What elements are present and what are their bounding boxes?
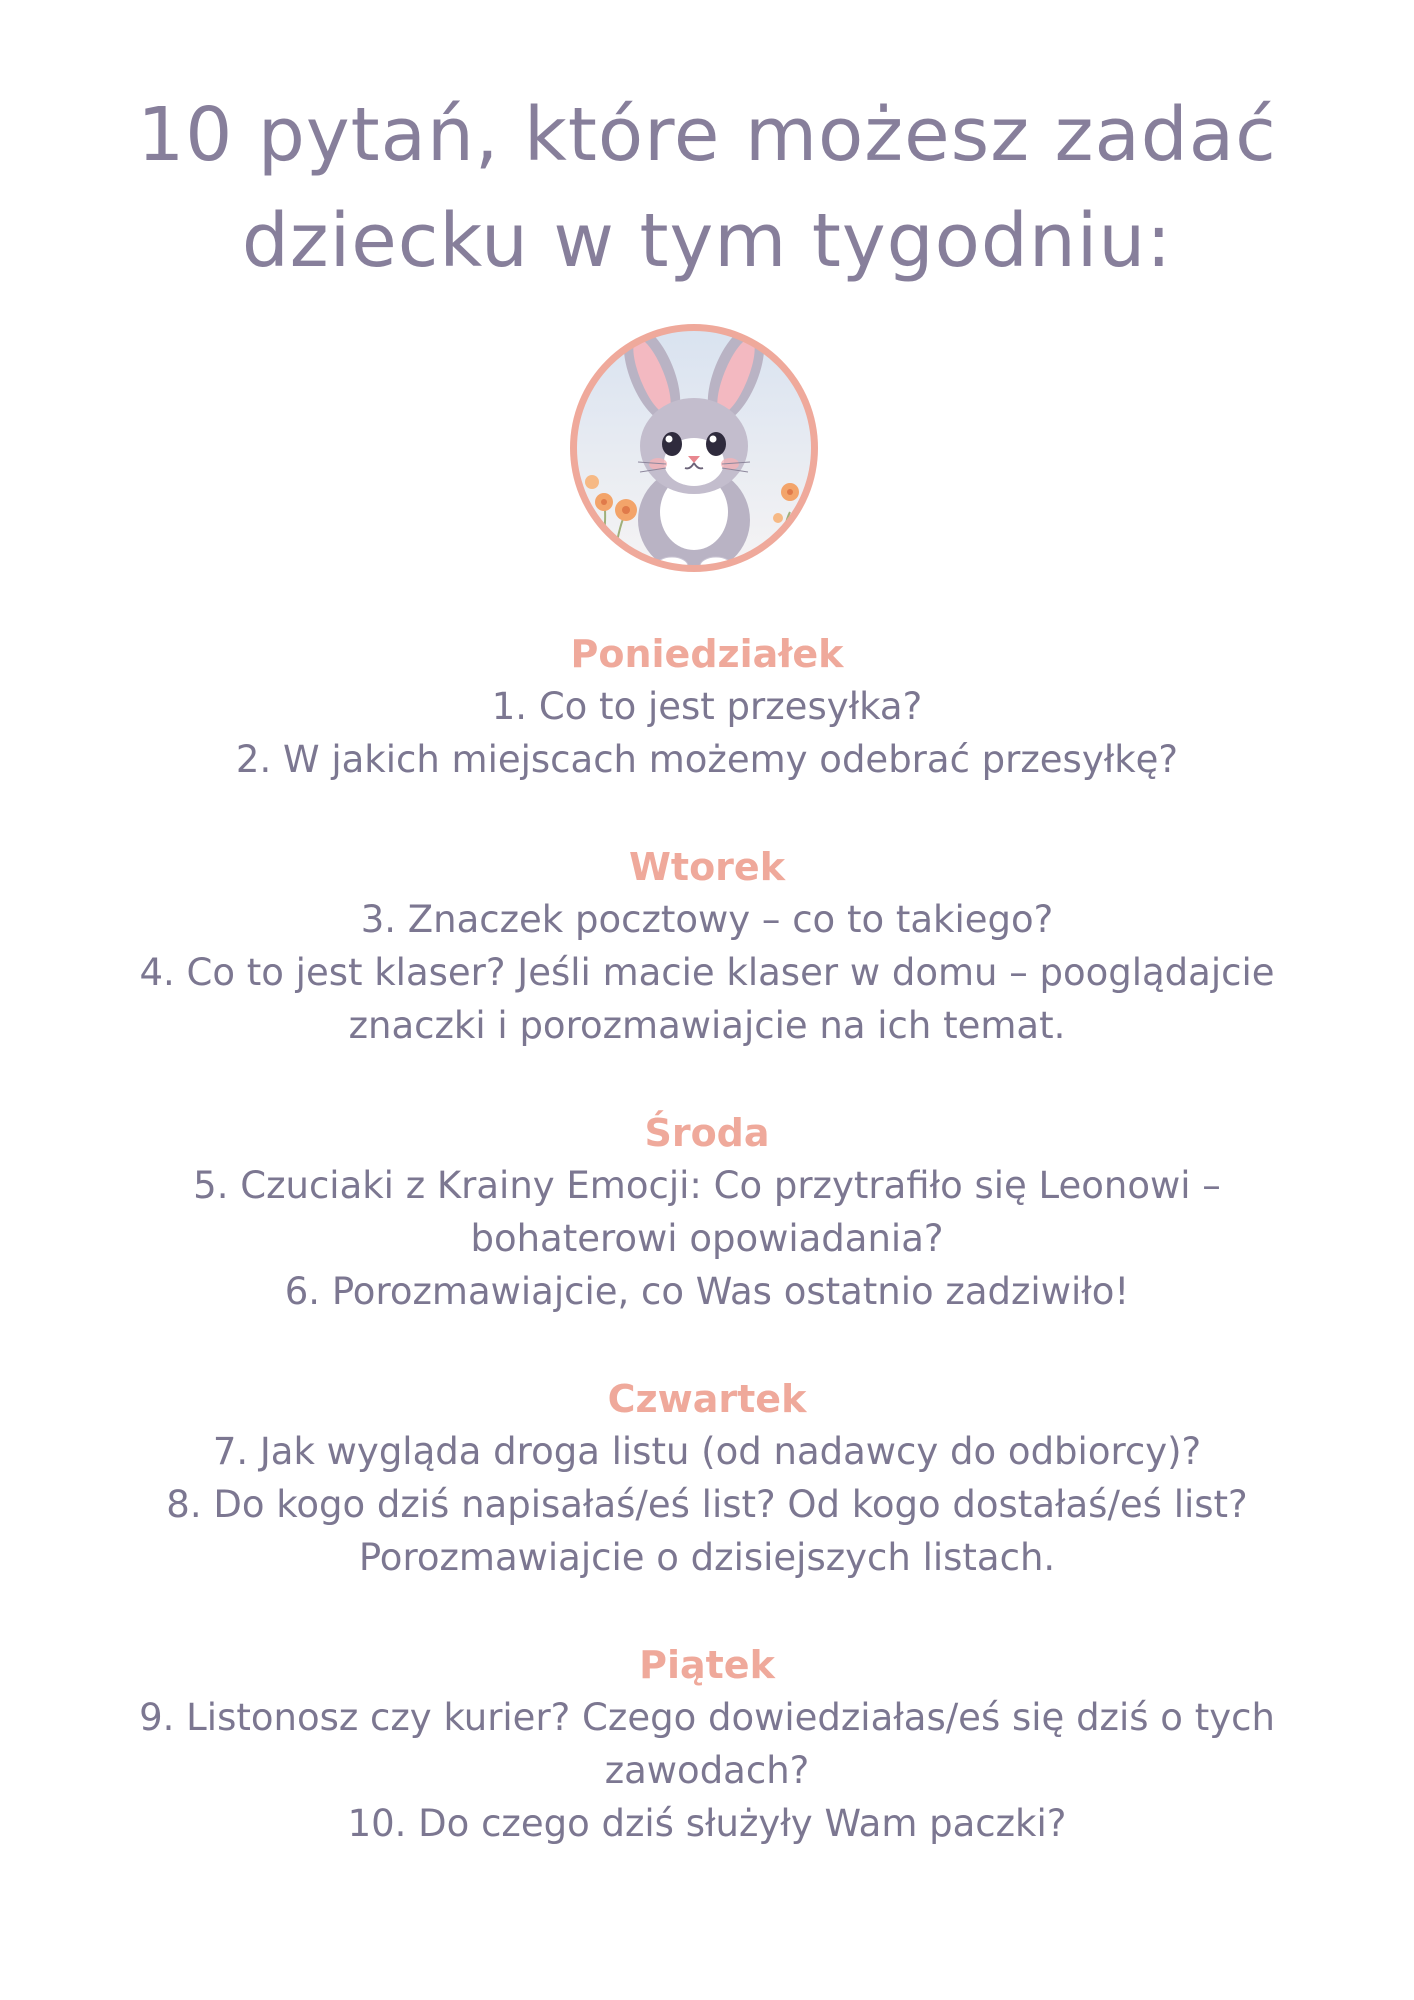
weekly-questions — [90, 628, 1324, 1905]
day-heading: Poniedziałek — [570, 632, 844, 676]
day-friday — [90, 1639, 1324, 1850]
question-line: 1. Co to jest przesyłka? — [491, 685, 923, 728]
day-heading: Czwartek — [607, 1377, 807, 1421]
day-heading: Środa — [644, 1111, 770, 1155]
question-line: Porozmawiajcie o dzisiejszych listach. — [358, 1536, 1056, 1579]
day-tuesday — [90, 841, 1324, 1052]
question-line: 10. Do czego dziś służyły Wam paczki? — [347, 1802, 1067, 1845]
question-line: bohaterowi opowiadania? — [470, 1217, 944, 1260]
page-title — [0, 82, 1414, 294]
day-thursday — [90, 1373, 1324, 1584]
question-line: znaczki i porozmawiajcie na ich temat. — [348, 1004, 1066, 1047]
day-heading: Piątek — [639, 1643, 775, 1687]
question-line: zawodach? — [604, 1749, 810, 1792]
question-line: 2. W jakich miejscach możemy odebrać przesyłkę? — [235, 738, 1179, 781]
question-line: 9. Listonosz czy kurier? Czego dowiedziałas/eś się dziś o tych — [139, 1696, 1275, 1739]
title-line-1: 10 pytań, które możesz zadać — [137, 92, 1277, 178]
bunny-illustration — [568, 322, 820, 574]
title-line-2: dziecku w tym tygodniu: — [241, 198, 1173, 284]
question-line: 6. Porozmawiajcie, co Was ostatnio zadziwiło! — [284, 1270, 1130, 1313]
question-line: 8. Do kogo dziś napisałaś/eś list? Od kogo dostałaś/eś list? — [166, 1483, 1248, 1526]
day-monday — [90, 628, 1324, 786]
day-wednesday — [90, 1107, 1324, 1318]
question-line: 3. Znaczek pocztowy – co to takiego? — [360, 898, 1054, 941]
question-line: 7. Jak wygląda droga listu (od nadawcy do odbiorcy)? — [212, 1430, 1202, 1473]
question-line: 4. Co to jest klaser? Jeśli macie klaser w domu – pooglądajcie — [139, 951, 1275, 994]
question-line: 5. Czuciaki z Krainy Emocji: Co przytrafiło się Leonowi – — [193, 1164, 1221, 1207]
day-heading: Wtorek — [629, 845, 785, 889]
